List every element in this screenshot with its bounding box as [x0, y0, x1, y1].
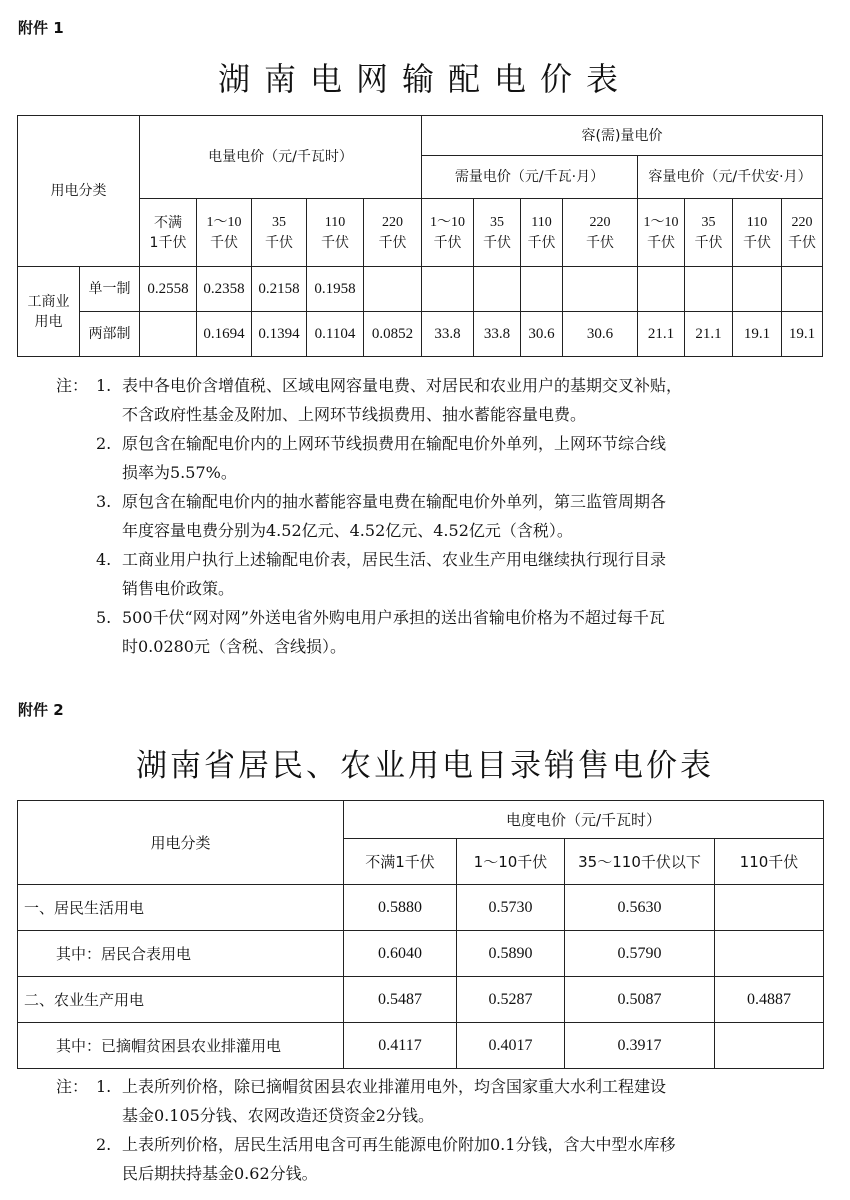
voltage-level-line: 千伏	[743, 234, 772, 251]
row-name: 其中：居民合表用电	[18, 931, 344, 977]
price-header: 电度电价（元/千瓦时）	[344, 801, 824, 839]
note-item	[56, 1130, 826, 1188]
note-item	[56, 545, 826, 603]
attachment-2-title: 湖南省居民、农业用电目录销售电价表	[136, 748, 714, 784]
note-line: 损率为5.57%。	[122, 463, 237, 482]
note-item	[56, 1072, 826, 1130]
voltage-level-line: 千伏	[586, 234, 615, 251]
voltage-level-line: 35	[701, 214, 716, 230]
voltage-level-header	[307, 199, 364, 267]
note-line: 工商业用户执行上述输配电价表，居民生活、农业生产用电继续执行现行目录	[122, 550, 667, 569]
note-line: 年度容量电费分别为4.52亿元、4.52亿元、4.52亿元（含税）。	[122, 521, 573, 540]
voltage-level-header	[422, 199, 474, 267]
voltage-level-line: 220	[382, 214, 403, 230]
transmission-price-table	[17, 115, 823, 357]
price-cell: 0.5287	[457, 977, 565, 1023]
price-cell: 0.2358	[197, 267, 252, 312]
voltage-level-line: 220	[791, 214, 813, 230]
note-line: 不含政府性基金及附加、上网环节线损费用、抽水蓄能容量电费。	[122, 405, 587, 424]
price-cell	[638, 267, 685, 312]
note-number: 1.	[96, 376, 112, 395]
price-cell: 33.8	[422, 312, 474, 357]
voltage-level-line: 千伏	[647, 234, 676, 251]
price-cell: 0.1104	[307, 312, 364, 357]
table-row	[18, 885, 824, 931]
price-cell: 0.5630	[565, 885, 715, 931]
note-line: 时0.0280元（含税、含线损）。	[122, 637, 346, 656]
row-name: 单一制	[80, 267, 140, 312]
category-header: 用电分类	[18, 801, 344, 885]
note-line: 销售电价政策。	[122, 579, 235, 598]
table-row	[18, 312, 823, 357]
voltage-level-line: 千伏	[433, 234, 462, 251]
price-cell: 0.5890	[457, 931, 565, 977]
capacity-price-header: 容(需)量电价	[422, 116, 823, 156]
voltage-level-header: 不满1千伏	[344, 839, 457, 885]
price-cell: 0.4117	[344, 1023, 457, 1069]
note-prefix: 注：	[56, 376, 89, 395]
note-number: 4.	[96, 550, 112, 569]
attachment-2-notes	[56, 1072, 826, 1188]
note-line: 表中各电价含增值税、区域电网容量电费、对居民和农业用户的基期交叉补贴，	[122, 376, 683, 395]
demand-price-header: 需量电价（元/千瓦·月）	[422, 156, 638, 199]
price-cell: 0.5087	[565, 977, 715, 1023]
price-cell	[474, 267, 521, 312]
voltage-level-line: 1～10	[430, 214, 466, 230]
price-cell: 21.1	[638, 312, 685, 357]
category-header: 用电分类	[18, 116, 140, 267]
price-cell	[364, 267, 422, 312]
note-line: 上表所列价格，居民生活用电含可再生能源电价附加0.1分钱，含大中型水库移	[122, 1135, 676, 1154]
price-cell: 0.5487	[344, 977, 457, 1023]
voltage-level-header	[197, 199, 252, 267]
attachment-1-notes	[56, 371, 826, 661]
price-cell	[563, 267, 638, 312]
note-number: 2.	[96, 1135, 112, 1154]
voltage-level-line: 220	[589, 214, 611, 230]
price-cell: 30.6	[563, 312, 638, 357]
voltage-level-header	[782, 199, 823, 267]
price-cell: 33.8	[474, 312, 521, 357]
attachment-1-title: 湖南电网输配电价表	[217, 60, 632, 98]
price-cell	[715, 1023, 824, 1069]
price-cell: 0.2558	[140, 267, 197, 312]
voltage-level-header	[364, 199, 422, 267]
voltage-level-header	[140, 199, 197, 267]
voltage-level-line: 千伏	[788, 234, 816, 251]
voltage-level-line: 不满	[154, 214, 182, 231]
voltage-level-header	[521, 199, 563, 267]
note-number: 5.	[96, 608, 112, 627]
table-row	[18, 267, 823, 312]
note-line: 民后期扶持基金0.62分钱。	[122, 1164, 318, 1183]
voltage-level-header: 110千伏	[715, 839, 824, 885]
voltage-level-line: 千伏	[378, 234, 407, 251]
note-line: 原包含在输配电价内的抽水蓄能容量电费在输配电价外单列，第三监管周期各	[122, 492, 667, 511]
price-cell	[782, 267, 823, 312]
row-name: 两部制	[80, 312, 140, 357]
attachment-2-label: 附件 2	[18, 701, 64, 719]
price-cell: 0.3917	[565, 1023, 715, 1069]
price-cell	[733, 267, 782, 312]
voltage-level-line: 千伏	[265, 234, 293, 251]
table-row	[18, 1023, 824, 1069]
voltage-level-line: 千伏	[321, 234, 349, 251]
row-name: 一、居民生活用电	[18, 885, 344, 931]
price-cell: 19.1	[733, 312, 782, 357]
price-cell: 0.1394	[252, 312, 307, 357]
row-name: 其中：已摘帽贫困县农业排灌用电	[18, 1023, 344, 1069]
voltage-level-line: 35	[490, 214, 505, 230]
note-line: 原包含在输配电价内的上网环节线损费用在输配电价外单列，上网环节综合线	[122, 434, 667, 453]
voltage-level-line: 千伏	[694, 234, 723, 251]
price-cell: 0.2158	[252, 267, 307, 312]
voltage-level-line: 千伏	[483, 234, 512, 251]
note-item	[56, 371, 826, 429]
voltage-level-line: 千伏	[527, 234, 556, 251]
voltage-level-line: 千伏	[210, 234, 238, 251]
price-cell	[715, 885, 824, 931]
voltage-level-line: 1～10	[206, 214, 242, 230]
attachment-1-label: 附件 1	[18, 19, 64, 37]
voltage-level-header: 35～110千伏以下	[565, 839, 715, 885]
price-cell: 21.1	[685, 312, 733, 357]
voltage-level-header: 1～10千伏	[457, 839, 565, 885]
price-cell: 0.6040	[344, 931, 457, 977]
voltage-level-line: 110	[324, 214, 346, 230]
price-cell	[715, 931, 824, 977]
price-cell: 0.4017	[457, 1023, 565, 1069]
note-item	[56, 429, 826, 487]
table-row	[18, 977, 824, 1023]
price-cell	[140, 312, 197, 357]
note-prefix: 注：	[56, 1077, 89, 1096]
voltage-level-header	[638, 199, 685, 267]
capacity-sub-header: 容量电价（元/千伏安·月）	[638, 156, 823, 199]
note-item	[56, 603, 826, 661]
row-name: 二、农业生产用电	[18, 977, 344, 1023]
voltage-level-line: 110	[746, 214, 768, 230]
voltage-level-line: 1千伏	[149, 234, 187, 251]
price-cell	[422, 267, 474, 312]
price-cell: 0.5880	[344, 885, 457, 931]
voltage-level-line: 35	[272, 214, 286, 230]
note-number: 3.	[96, 492, 112, 511]
table-row	[18, 931, 824, 977]
energy-price-header: 电量电价（元/千瓦时）	[140, 116, 422, 199]
price-cell: 30.6	[521, 312, 563, 357]
note-number: 1.	[96, 1077, 112, 1096]
note-number: 2.	[96, 434, 112, 453]
voltage-level-line: 110	[531, 214, 552, 230]
voltage-level-header	[685, 199, 733, 267]
note-line: 基金0.105分钱、农网改造还贷资金2分钱。	[122, 1106, 434, 1125]
price-cell: 0.1694	[197, 312, 252, 357]
voltage-level-header	[563, 199, 638, 267]
price-cell: 0.0852	[364, 312, 422, 357]
voltage-level-line: 1～10	[643, 214, 679, 230]
price-cell: 0.4887	[715, 977, 824, 1023]
voltage-level-header	[252, 199, 307, 267]
price-cell: 0.5790	[565, 931, 715, 977]
price-cell: 19.1	[782, 312, 823, 357]
price-cell: 0.5730	[457, 885, 565, 931]
note-item	[56, 487, 826, 545]
price-cell	[685, 267, 733, 312]
note-line: 上表所列价格，除已摘帽贫困县农业排灌用电外，均含国家重大水利工程建设	[122, 1077, 667, 1096]
residential-agricultural-price-table	[17, 800, 824, 1069]
note-line: 500千伏“网对网”外送电省外购电用户承担的送出省输电价格为不超过每千瓦	[122, 608, 665, 627]
price-cell	[521, 267, 563, 312]
voltage-level-header	[733, 199, 782, 267]
voltage-level-header	[474, 199, 521, 267]
group-label: 工商业 用电	[18, 267, 80, 357]
price-cell: 0.1958	[307, 267, 364, 312]
